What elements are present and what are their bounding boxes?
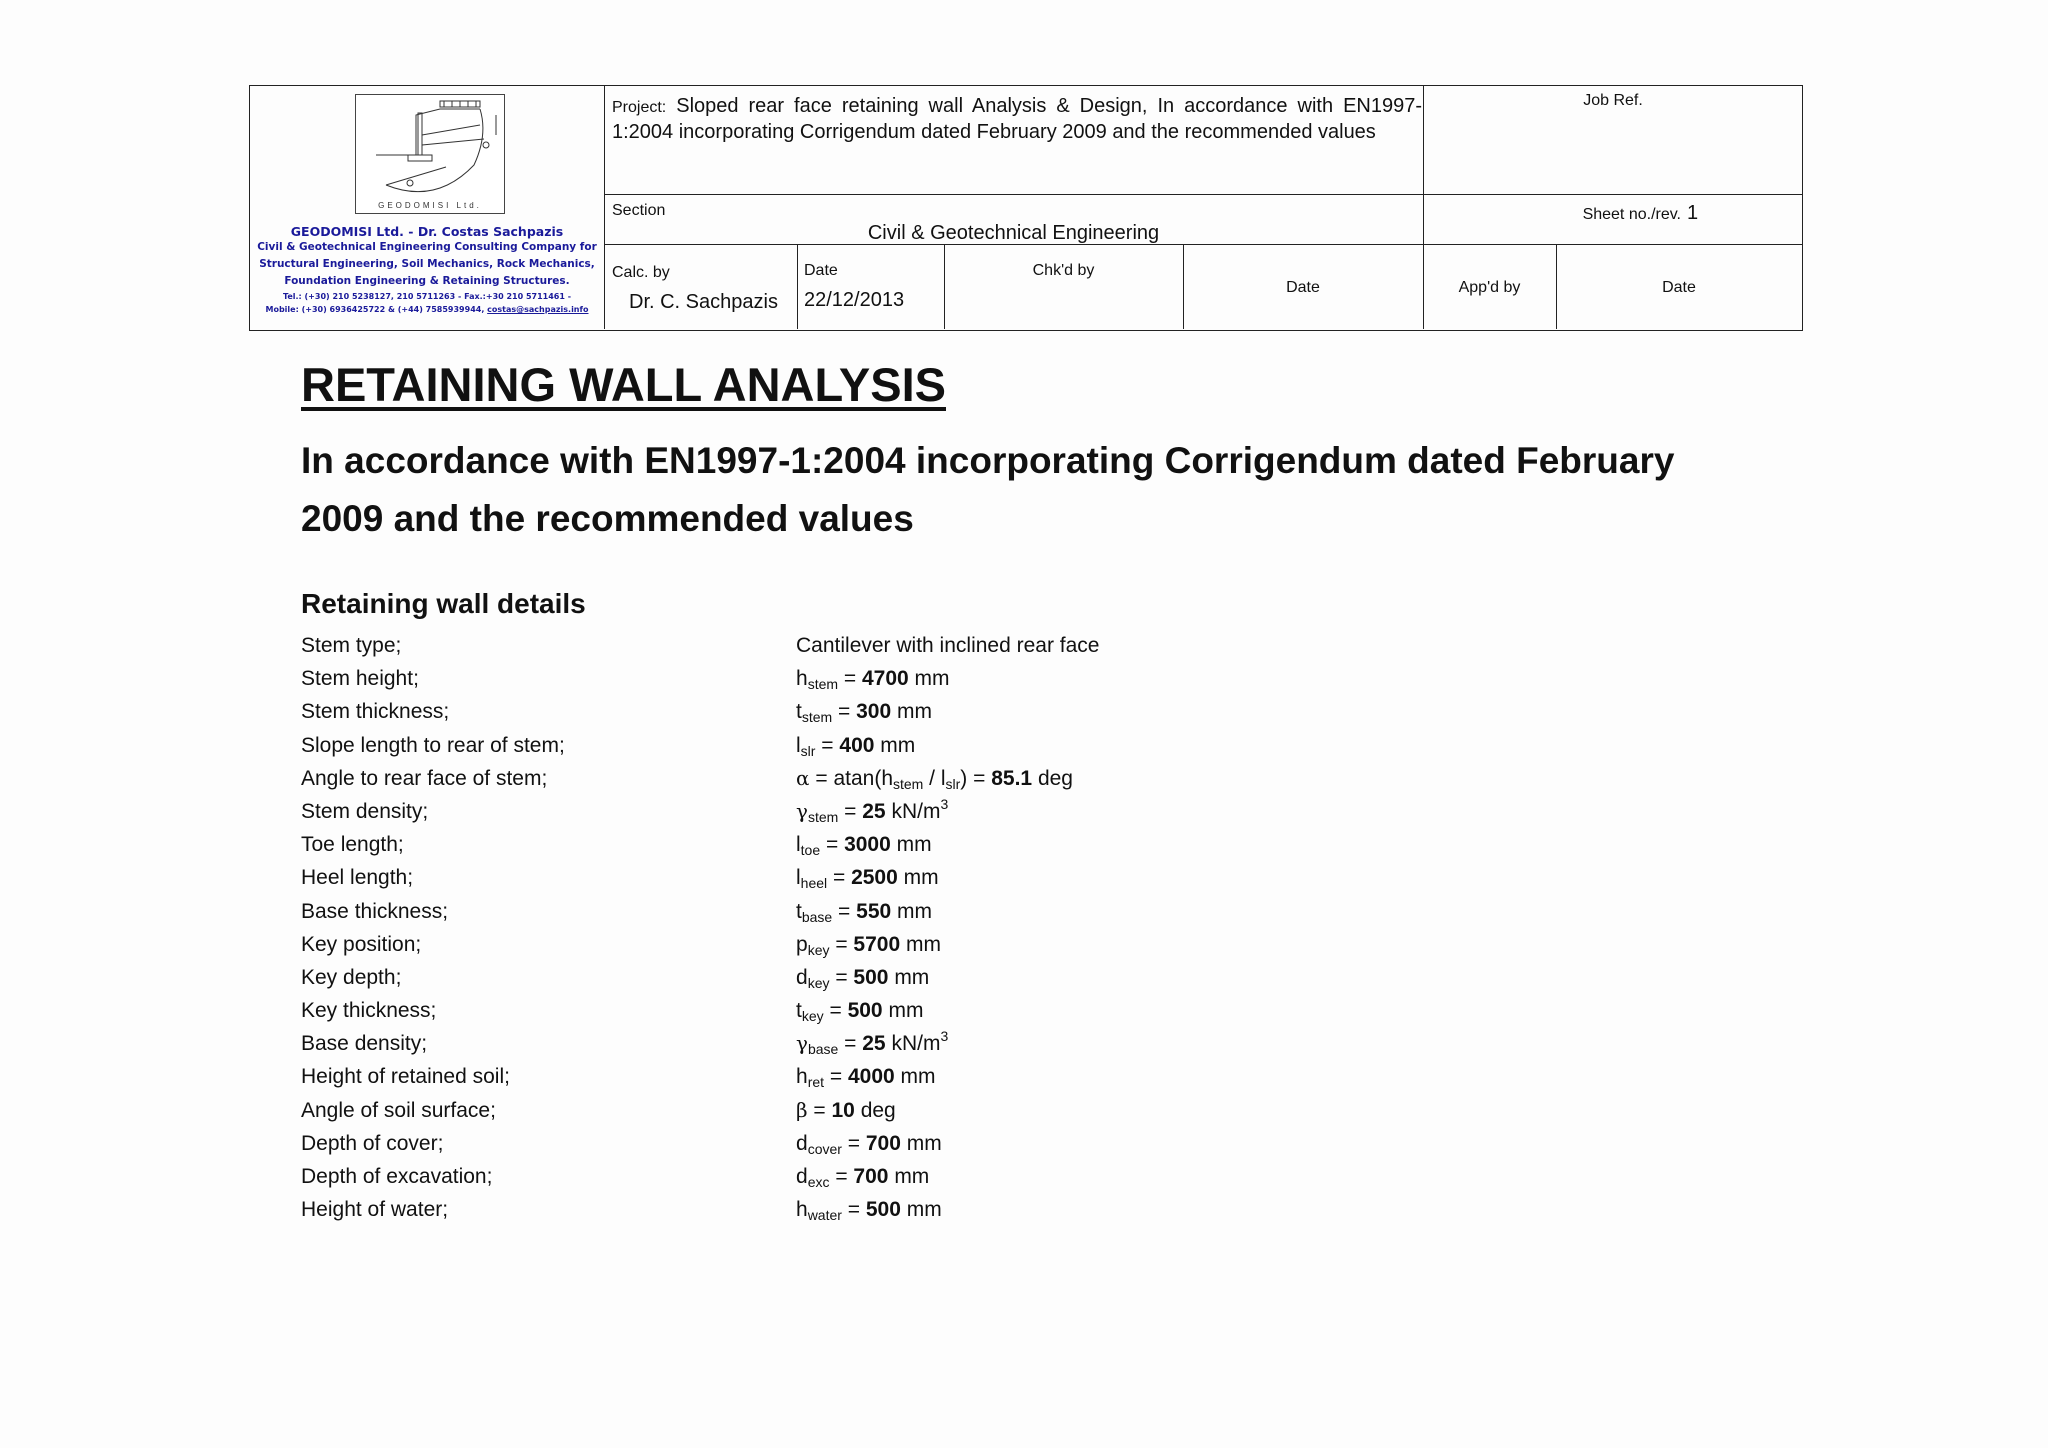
detail-sym: γ [796,1031,808,1056]
company-tel: Tel.: (+30) 210 5238127, 210 5711263 - Fax.:+30 210 5711461 - [282,292,572,301]
detail-unit: mm [900,1065,936,1089]
retaining-wall-details-list [301,629,1701,1226]
detail-value: $h_{stem} = 4700$ mm [796,667,950,693]
detail-unit: mm [897,899,933,923]
detail-sub: stem [807,808,839,825]
detail-row [301,695,1701,728]
detail-value: $t_{base} = 550$ mm [796,899,933,925]
section-label: Section [612,202,666,219]
detail-value: 2500 [851,866,898,890]
detail-value: $d_{cover} = 700$ mm [796,1131,942,1157]
detail-value: 700 [865,1131,901,1155]
calc-by-label: Calc. by [612,264,670,281]
detail-row [301,1060,1701,1093]
detail-label: Stem height; [301,667,419,691]
detail-unit: mm [897,700,933,724]
detail-unit: mm [888,999,924,1023]
retaining-wall-logo-icon [356,95,504,199]
detail-sub: heel [800,875,828,892]
detail-value: $d_{exc} = 700$ mm [796,1165,930,1190]
detail-row [301,994,1701,1027]
sheet-value: 1 [1687,202,1699,224]
detail-value: β = 10 deg [796,1097,896,1122]
detail-sub: water [807,1207,842,1224]
detail-sup: 3 [940,1028,949,1045]
title-block [249,85,1803,331]
detail-unit: mm [896,833,932,857]
detail-label: Height of water; [301,1198,449,1222]
detail-sym: d [796,965,808,989]
checked-date-label: Date [1286,279,1320,296]
detail-value: 700 [853,1165,889,1188]
detail-row [301,629,1701,662]
company-info [250,224,604,316]
detail-unit: deg [860,1098,896,1122]
detail-label: Heel length; [301,866,414,890]
detail-value: 400 [839,733,875,757]
detail-label: Toe length; [301,833,404,857]
detail-label: Base thickness; [301,899,449,923]
approved-by-label: App'd by [1458,279,1521,296]
detail-value: $\gamma_{stem} = 25$ $kN/m^3$ [796,795,949,825]
detail-sub: exc [807,1174,830,1190]
detail-row [301,1160,1701,1193]
detail-unit: mm [894,965,930,989]
detail-sym: γ [796,798,808,823]
detail-expr-c: ) [960,766,968,790]
approved-date-label: Date [1662,279,1696,296]
detail-unit: mm [894,1165,930,1188]
detail-sym: d [796,1165,808,1188]
project-value: Sloped rear face retaining wall Analysis & Design, In accordance with EN1997-1:2004 incorporating Corrigendum dated February 2009 and the recommended values [612,95,1423,143]
company-logo [355,94,505,214]
detail-sym: t [796,700,802,724]
detail-sym: α [796,765,810,790]
detail-unit: mm [903,866,939,890]
detail-label: Key position; [301,932,422,956]
project-label: Project: [612,99,667,116]
company-line-3: Foundation Engineering & Retaining Structures. [284,275,570,287]
detail-row [301,762,1701,795]
detail-sub: slr [800,742,816,759]
detail-value: $h_{water} = 500$ mm [796,1198,942,1224]
detail-sym: d [796,1131,808,1155]
detail-sub: stem [801,709,833,726]
detail-sym: l [796,733,801,757]
detail-sym: l [796,833,801,857]
detail-sub: key [801,1008,824,1025]
detail-row [301,1094,1701,1127]
detail-label: Angle to rear face of stem; [301,766,548,790]
detail-value: 10 [831,1098,855,1122]
detail-row [301,795,1701,828]
detail-sym: t [796,899,802,923]
project-field [612,94,1422,145]
detail-expr-sub2: slr [945,775,961,792]
detail-sym: h [796,667,808,691]
detail-value: $l_{heel} = 2500$ mm [796,866,939,892]
detail-value: 500 [847,999,883,1023]
detail-value: $\gamma_{base} = 25$ $kN/m^3$ [796,1028,949,1058]
detail-value: 85.1 [991,766,1033,790]
detail-unit: kN/m [891,799,941,823]
page-title: RETAINING WALL ANALYSIS [301,358,946,411]
section-value: Civil & Geotechnical Engineering [867,222,1160,244]
detail-value: 25 [862,1032,886,1056]
section-heading: Retaining wall details [301,588,586,619]
company-mobile: Mobile: (+30) 6936425722 & (+44) 7585939944, [265,305,485,314]
detail-row [301,861,1701,894]
detail-label: Stem thickness; [301,700,450,724]
job-ref-label: Job Ref. [1583,92,1643,109]
detail-unit: mm [914,667,950,691]
logo-caption: GEODOMISI Ltd. [378,201,482,210]
detail-label: Angle of soil surface; [301,1098,496,1122]
detail-value: $p_{key} = 5700$ mm [796,932,941,958]
detail-value: 3000 [844,833,891,857]
detail-value: 5700 [853,932,901,956]
date-label: Date [804,262,838,279]
detail-row [301,662,1701,695]
detail-value: 300 [856,700,892,724]
date-value: 22/12/2013 [804,289,905,311]
detail-row [301,828,1701,861]
detail-value [796,629,1099,662]
detail-row [301,895,1701,928]
calc-by-value: Dr. C. Sachpazis [629,291,778,313]
detail-value: $\alpha = atan(h_{stem} / l_{slr}) = 85.1$ deg [796,765,1073,792]
detail-text: Cantilever with inclined rear face [796,634,1100,657]
detail-unit: deg [1037,766,1073,790]
detail-value: $l_{toe} = 3000$ mm [796,833,932,859]
detail-sup: 3 [940,795,949,812]
detail-value: $l_{slr} = 400$ mm [796,733,916,759]
detail-sub: ret [807,1074,825,1091]
detail-value: 500 [865,1198,901,1222]
detail-unit: mm [906,1198,942,1222]
detail-unit: mm [906,1131,942,1155]
detail-label: Stem type; [301,634,402,657]
detail-row [301,729,1701,762]
detail-row [301,961,1701,994]
detail-sym: h [796,1065,808,1089]
detail-sym: h [796,1198,808,1222]
detail-label: Depth of excavation; [301,1165,493,1188]
detail-label: Depth of cover; [301,1131,444,1155]
detail-value: 25 [862,799,886,823]
detail-sub: key [807,941,830,958]
detail-unit: mm [905,932,941,956]
sheet-label: Sheet no./rev. [1582,206,1681,223]
detail-sub: cover [807,1140,842,1157]
detail-unit: kN/m [891,1032,941,1056]
detail-sym: β [796,1097,808,1122]
detail-label: Base density; [301,1032,428,1056]
detail-expr-a: atan(h [833,766,893,790]
detail-value: 4000 [847,1065,895,1089]
detail-label: Key depth; [301,965,402,989]
detail-sym: t [796,999,802,1023]
checked-by-label: Chk'd by [1032,262,1095,279]
detail-label: Height of retained soil; [301,1065,510,1089]
page-subtitle: In accordance with EN1997-1:2004 incorporating Corrigendum dated February 2009 and the recommended values [301,440,1675,539]
detail-sub: key [807,974,830,991]
detail-row [301,1193,1701,1226]
detail-value: $t_{key} = 500$ mm [796,999,924,1025]
company-line-1: Civil & Geotechnical Engineering Consulting Company for [257,241,597,253]
detail-value: 4700 [861,667,909,691]
detail-sub: stem [807,676,839,693]
detail-label: Stem density; [301,799,429,823]
detail-sub: base [807,1041,839,1058]
detail-expr-sub1: stem [893,775,924,792]
detail-value: 500 [853,965,889,989]
detail-value: 550 [856,899,892,923]
detail-row [301,1127,1701,1160]
detail-label: Key thickness; [301,999,437,1023]
detail-row [301,928,1701,961]
company-line-2: Structural Engineering, Soil Mechanics, Rock Mechanics, [259,258,595,270]
detail-value: $h_{ret} = 4000$ mm [796,1065,936,1091]
detail-unit: mm [880,733,916,757]
detail-label: Slope length to rear of stem; [301,733,565,757]
detail-sym: p [796,932,808,956]
company-email-link[interactable]: costas@sachpazis.info [487,305,589,314]
detail-value: $d_{key} = 500$ mm [796,965,930,991]
detail-value: $t_{stem} = 300$ mm [796,700,933,726]
detail-sym: l [796,866,801,890]
detail-sub: toe [800,842,821,859]
detail-sub: base [801,908,833,925]
detail-expr-b: / l [923,766,946,790]
detail-row [301,1027,1701,1060]
company-name: GEODOMISI Ltd. - Dr. Costas Sachpazis [290,224,564,239]
